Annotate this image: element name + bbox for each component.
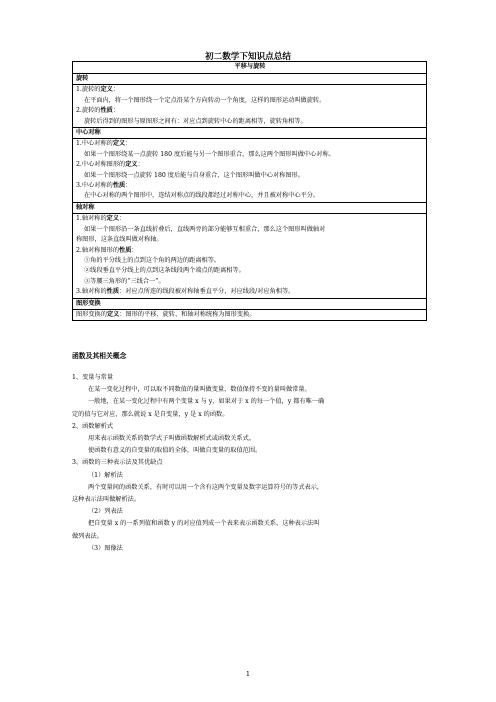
central-fig-num: 2.中心对称图形的 [76,161,126,169]
axial-prop3-line [76,287,424,297]
para-analytic-def-2: 这种表示法叫做解析法。 [72,496,141,504]
axial-prop-line [76,246,424,256]
rotation-def-num: 1.旋转的 [76,86,101,94]
axial-item-2: ②线段垂直平分线上的点到这条线段两个端点的距离相等。 [84,267,245,275]
axial-prop-key: 性质 [119,246,132,254]
para-variables-heading: 1、变量与常量 [72,374,114,381]
central-prop-colon: ： [125,182,132,190]
rotation-def-text: 在平面内，将一个图形绕一个定点沿某个方向转动一个角度，这样的图形运动叫做旋转。 [84,96,326,104]
central-fig-line [76,160,424,170]
transform-line [76,310,424,320]
para-domain-def: 使函数有意义的自变量的取值的全体，叫做自变量的取值范围。 [88,447,262,455]
central-content [73,139,427,202]
page-title: 初二数学下知识点总结 [205,52,291,62]
axial-def-line [76,214,424,224]
rotation-title: 旋转 [73,74,427,85]
para-function-def-1: 一般地，在某一变化过程中有两个变量 x 与 y，如果对于 x 的每一个值，y 都有唯一确 [88,398,325,406]
para-table-def-2: 做列表法。 [72,532,103,540]
para-analytic-def-1: 两个变量间的函数关系，有时可以用一个含有这两个变量及数字运算符号的等式表示， [88,483,324,491]
axial-def-key: 定义 [106,215,120,223]
transform-title: 图形变换 [73,298,427,309]
central-prop-line [76,181,424,191]
axial-prop3-key: 性质 [106,288,120,296]
axial-prop3-text: ：对应点所连的线段被对称轴垂直平分，对应线段/对应角相等。 [119,288,295,296]
para-analytic-heading: （1）解析法 [88,471,123,479]
table-heading: 平移与旋转 [73,62,427,74]
axial-title: 轴对称 [73,202,427,213]
rotation-prop-key: 性质 [100,107,113,115]
central-fig-text: 如果一个图形绕一点旋转 180 度后能与自身重合，这个图形叫做中心对称图形。 [84,171,304,179]
central-def-num: 1.中心对称的 [76,140,113,148]
para-representation-heading: 3、函数的三种表示法及其优缺点 [72,459,163,467]
central-fig-key: 定义 [125,161,138,169]
central-prop-key: 性质 [112,182,126,190]
axial-content [73,214,427,298]
rotation-def-line [76,85,424,95]
rotation-prop-num: 2.旋转的 [76,107,101,115]
transform-pre: 图形变换的 [76,310,107,318]
central-prop-num: 3.中心对称的 [76,182,113,190]
rotation-def-colon: ： [112,86,120,94]
transform-key: 定义 [106,310,120,318]
rotation-prop-line [76,106,424,116]
para-expression-def: 用来表示函数关系的数学式子叫做函数解析式或函数关系式。 [88,435,256,443]
para-expression-heading: 2、函数解析式 [72,422,114,430]
axial-def-colon: ： [119,215,126,223]
knowledge-table [72,61,427,321]
axial-def-text-2: 称图形，这条直线叫做对称轴。 [76,236,163,244]
para-graph-heading: （3）图像法 [88,544,123,552]
axial-prop3-num: 3.轴对称的 [76,288,107,296]
central-def-key: 定义 [112,140,126,148]
axial-item-1: ①角的平分线上的点到这个角的两边的距离相等。 [84,256,221,264]
axial-def-num: 1.轴对称的 [76,215,107,223]
section2-body [72,372,428,555]
central-fig-colon: ： [137,161,144,169]
central-def-line [76,139,424,149]
para-variables-def: 在某一变化过程中，可以取不同数值的量叫做变量，数值保持不变的量叫做常量。 [88,386,311,394]
section2-title: 函数及其相关概念 [72,352,127,360]
para-table-heading: （2）列表法 [88,508,123,516]
central-title: 中心对称 [73,128,427,139]
rotation-prop-text: 旋转后得到的图形与原图形之间有：对应点到旋转中心的距离相等，旋转角相等。 [84,117,307,125]
central-prop-text: 在中心对称的两个图形中，连结对称点的线段都经过对称中心，并且被对称中心平分。 [84,192,320,200]
transform-content [73,309,427,320]
transform-post: ：图形的平移、旋转、和轴对称统称为图形变换。 [119,310,256,318]
axial-prop-num: 2.轴对称图形的 [76,246,120,254]
page-number: 1 [245,670,251,678]
central-def-colon: ： [125,140,132,148]
rotation-content [73,85,427,128]
axial-def-text-1: 如果一个图形沿一条直线折叠后，直线两旁的部分能够互相重合，那么这个图形叫做轴对 [84,225,326,233]
rotation-def-key: 定义 [100,86,113,94]
para-table-def-1: 把自变量 x 的一系列值和函数 y 的对应值列成一个表来表示函数关系，这种表示法叫 [88,520,320,528]
axial-item-3: ③等腰三角形的“三线合一”。 [84,277,165,285]
central-def-text: 如果一个图形绕某一点旋转 180 度后能与另一个图形重合，那么这两个图形叫做中心对称。 [84,150,335,158]
rotation-prop-colon: ： [112,107,120,115]
axial-prop-colon: ： [131,246,138,254]
para-function-def-2: 定的值与它对应，那么就说 x 是自变量，y 是 x 的函数。 [72,410,229,418]
